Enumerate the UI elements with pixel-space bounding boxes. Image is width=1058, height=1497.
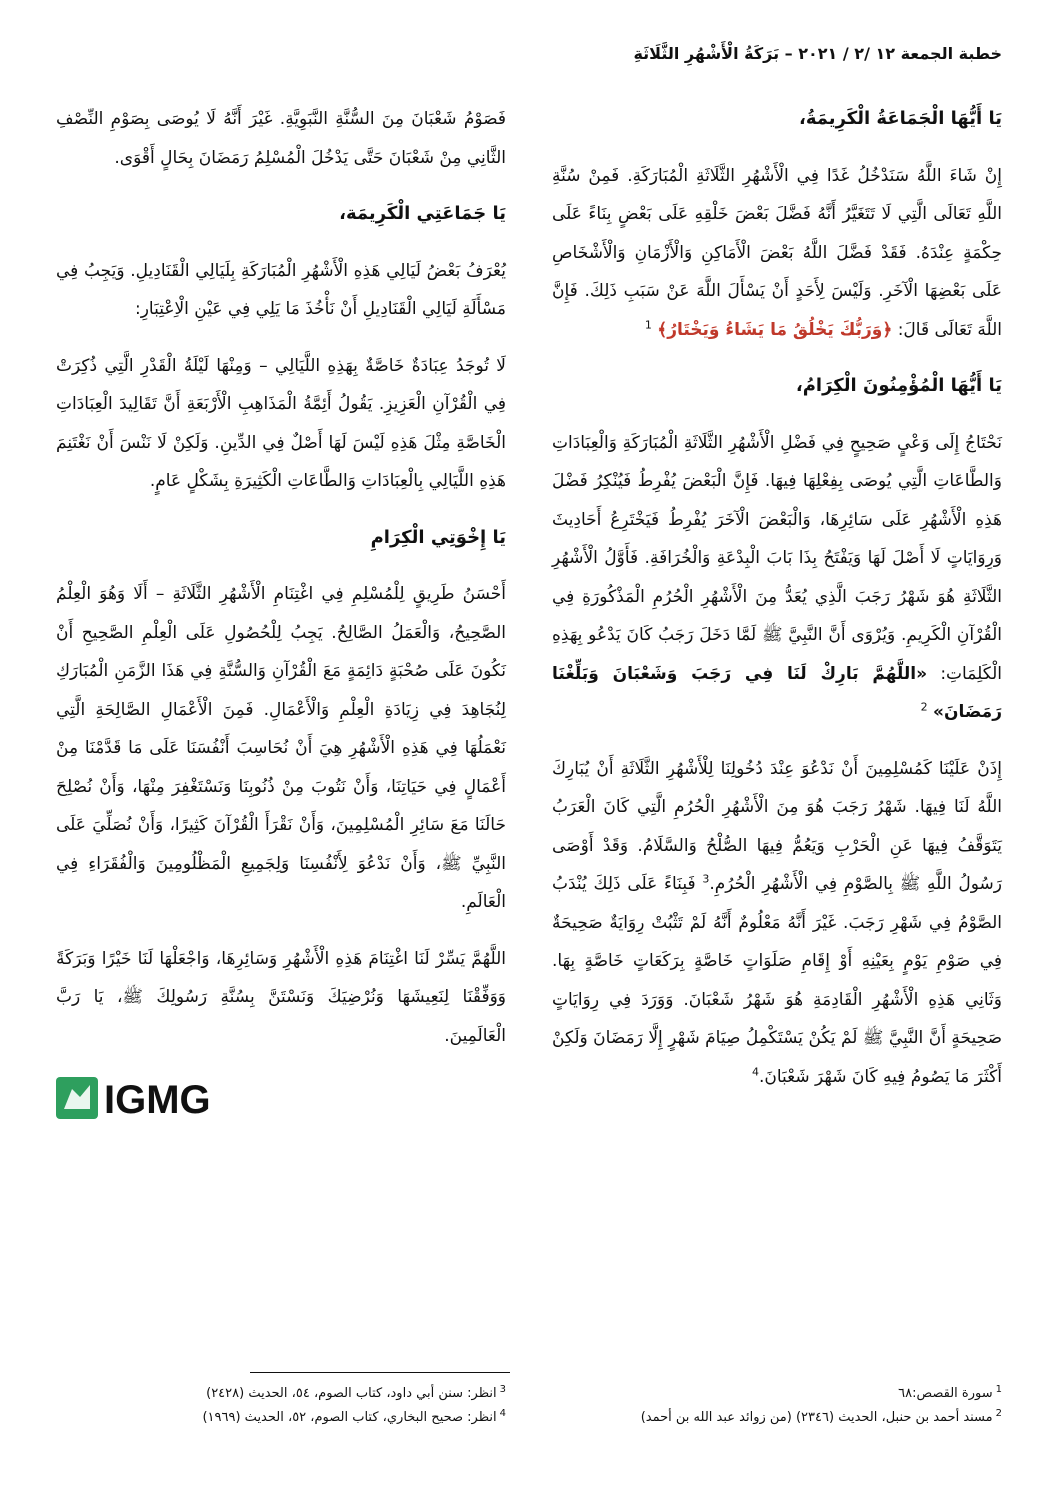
footnote-number: 3 (499, 1383, 506, 1395)
quran-close-bracket: ﴾ (657, 319, 668, 340)
footnote-number: 4 (499, 1407, 506, 1419)
section-heading: يَا أَيُّهَا الْجَمَاعَةُ الْكَرِيمَةُ، (798, 108, 1002, 129)
igmg-logo (56, 1075, 506, 1125)
footnote-number: 1 (995, 1383, 1002, 1395)
hadith-quote: «اللَّهُمَّ بَارِكْ لَنَا فِي رَجَبَ وَشَعْبَانَ وَبَلِّغْنَا رَمَضَانَ» (552, 663, 1002, 722)
igmg-logo-mark (56, 1075, 252, 1121)
section-heading: يَا أَيُّهَا الْمُؤْمِنُونَ الْكِرَامُ، (795, 375, 1002, 396)
footnotes-left (56, 1382, 506, 1430)
footnote (552, 1406, 1002, 1430)
footnote-number: 2 (995, 1407, 1002, 1419)
footnote (552, 1382, 1002, 1406)
footnote (56, 1406, 506, 1430)
paragraph (552, 750, 1002, 1097)
section-heading: يَا إِخْوَتِي الْكِرَامِ (370, 526, 506, 548)
section-heading: يَا جَمَاعَتِي الْكَرِيمَة، (339, 203, 506, 224)
footnote-ref[interactable]: 1 (644, 317, 652, 331)
paragraph-text: نَحْتَاجُ إِلَى وَعْيٍ صَحِيحٍ فِي فَضْلِ الْأَشْهُرِ الثَّلَاثَةِ الْمُبَارَكَةِ وَالْعِبَادَاتِ وَالطَّاعَاتِ الَّتِي يُوصَى بِفِعْلِهَا فِيهَا. فَإِنَّ الْبَعْضَ يُفْرِطُ فَيُنْكِرُ فَضْلَ هَذِهِ الْأَشْهُرِ عَلَى سَائِرِهَا، وَالْبَعْضَ الْآخَرَ يُفْرِطُ فَيَخْتَرِعُ أَحَادِيثَ وَرِوَايَاتٍ لَا أَصْلَ لَهَا وَيَفْتَحُ بِذَا بَابَ الْبِدْعَةِ وَالْخُرَافَةِ. فَأَوَّلُ الْأَشْهُرِ الثَّلَاثَةِ هُوَ شَهْرُ رَجَبَ الَّذِي يُعَدُّ مِنَ الْأَشْهُرِ الْحُرُمِ الْمَذْكُورَةِ فِي الْقُرْآنِ الْكَرِيمِ. وَيُرْوَى أَنَّ النَّبِيَّ ﷺ لَمَّا دَخَلَ رَجَبُ كَانَ يَدْعُو بِهَذِهِ الْكَلِمَاتِ: (552, 432, 1002, 684)
footnote-ref[interactable]: 3 (702, 872, 710, 886)
quran-verse (657, 320, 892, 340)
paragraph-text: إِذَنْ عَلَيْنَا كَمُسْلِمِينَ أَنْ نَدْعُوَ عِنْدَ دُخُولِنَا لِلْأَشْهُرِ الثَّلَاثَةِ أَنْ يُبَارِكَ اللَّهُ لَنَا فِيهَا. شَهْرُ رَجَبَ هُوَ مِنَ الْأَشْهُرِ الْحُرُمِ الَّتِي كَانَ الْعَرَبُ يَتَوَقَّفُ فِيهَا عَنِ الْحَرْبِ وَيَعُمُّ فِيهَا الصُّلْحُ وَالسَّلَامُ. وَقَدْ أَوْصَى رَسُولُ اللَّهِ ﷺ بِالصَّوْمِ فِي الْأَشْهُرِ الْحُرُمِ. (552, 758, 1003, 894)
paragraph (552, 424, 1002, 732)
page-header: خطبة الجمعة ١٢ /٢ / ٢٠٢١ – بَرَكَةُ الْأَشْهُرِ الثَّلَاثَةِ (633, 44, 1002, 63)
footnote-text: سورة القصص:٦٨ (898, 1386, 993, 1401)
paragraph-text: إِنْ شَاءَ اللَّهُ سَنَدْخُلُ غَدًا فِي الْأَشْهُرِ الثَّلَاثَةِ الْمُبَارَكَةِ. فَمِنْ سُنَّةِ اللَّهِ تَعَالَى الَّتِي لَا تَتَغَيَّرُ أَنَّهُ فَضَّلَ بَعْضَ خَلْقِهِ عَلَى بَعْضٍ بِنَاءً عَلَى حِكْمَةٍ عِنْدَهُ. فَقَدْ فَضَّلَ اللَّهُ بَعْضَ الْأَمَاكِنِ وَالْأَزْمَانِ وَالْأَشْخَاصِ عَلَى بَعْضِهَا الْآخَرِ. وَلَيْسَ لِأَحَدٍ أَنْ يَسْأَلَ اللَّهَ عَنْ سَبَبِ ذَلِكَ. فَإِنَّ اللَّهَ تَعَالَى قَالَ: (552, 165, 1002, 340)
footnote-text: انظر: سنن أبي داود، كتاب الصوم، ٥٤، الحديث (٢٤٢٨) (206, 1386, 497, 1401)
footnote-text: انظر: صحيح البخاري، كتاب الصوم، ٥٢، الحديث (١٩٦٩) (202, 1410, 497, 1425)
right-column (552, 100, 1002, 1114)
logo-text: IGMG (104, 1078, 211, 1121)
footnote-ref[interactable]: 4 (751, 1064, 759, 1078)
closing-dua: اللَّهُمَّ يَسِّرْ لَنَا اغْتِنَامَ هَذِهِ الْأَشْهُرِ وَسَائِرِهَا، وَاجْعَلْهَا لَنَا خَيْرًا وَبَرَكَةً وَوَفِّقْنَا لِنَعِيشَهَا وَنُرْضِيَكَ وَنَسْتَنَّ بِسُنَّةِ رَسُولِكَ ﷺ، يَا رَبَّ الْعَالَمِينَ. (56, 948, 506, 1046)
paragraph: يُعْرَفُ بَعْضُ لَيَالِي هَذِهِ الْأَشْهُرِ الْمُبَارَكَةِ بِلَيَالِي الْقَنَادِيلِ. وَيَجِبُ فِي مَسْأَلَةِ لَيَالِي الْقَنَادِيلِ أَنْ نَأْخُذَ مَا يَلِي فِي عَيْنِ الْاِعْتِبَارِ: (56, 260, 506, 319)
footnotes-right (552, 1382, 1002, 1430)
footnote (56, 1382, 506, 1406)
footnote-divider (250, 1372, 510, 1373)
paragraph: أَحْسَنُ طَرِيقٍ لِلْمُسْلِمِ فِي اغْتِنَامِ الْأَشْهُرِ الثَّلَاثَةِ – أَلَا وَهُوَ الْعِلْمُ الصَّحِيحُ، وَالْعَمَلُ الصَّالِحُ. يَجِبُ لِلْحُصُولِ عَلَى الْعِلْمِ الصَّحِيحِ أَنْ نَكُونَ عَلَى صُحْبَةٍ دَائِمَةٍ مَعَ الْقُرْآنِ وَالسُّنَّةِ فِي هَذَا الزَّمَنِ الْمُبَارَكِ لِنُجَاهِدَ فِي زِيَادَةِ الْعِلْمِ وَالْأَعْمَالِ. فَمِنَ الْأَعْمَالِ الصَّالِحَةِ الَّتِي نَعْمَلُهَا فِي هَذِهِ الْأَشْهُرِ هِيَ أَنْ نُحَاسِبَ أَنْفُسَنَا عَلَى مَا قَدَّمْنَا مِنْ أَعْمَالٍ فِي حَيَاتِنَا، وَأَنْ نَتُوبَ مِنْ ذُنُوبِنَا وَنَسْتَغْفِرَ مِنْهَا، وَأَنْ نُصْلِحَ حَالَنَا مَعَ سَائِرِ الْمُسْلِمِينَ، وَأَنْ نَقْرَأَ الْقُرْآنَ كَثِيرًا، وَأَنْ نُصَلِّيَ عَلَى النَّبِيِّ ﷺ، وَأَنْ نَدْعُوَ لِأَنْفُسِنَا وَلِجَمِيعِ الْمَظْلُومِينَ وَالْفُقَرَاءِ فِي الْعَالَمِ. (56, 584, 506, 912)
quran-open-bracket: ﴿ (882, 319, 893, 340)
footnote-ref[interactable]: 2 (920, 700, 928, 714)
left-column (56, 100, 506, 1125)
paragraph: لَا تُوجَدُ عِبَادَةٌ خَاصَّةٌ بِهَذِهِ اللَّيَالِي – وَمِنْهَا لَيْلَةُ الْقَدْرِ الَّتِي ذُكِرَتْ فِي الْقُرْآنِ الْعَزِيزِ. يَقُولُ أَئِمَّةُ الْمَذَاهِبِ الْأَرْبَعَةِ أَنَّ تَقَالِيدَ الْعِبَادَاتِ الْخَاصَّةِ مِثْلَ هَذِهِ لَيْسَ لَهَا أَصْلٌ فِي الدِّينِ. وَلَكِنْ لَا نَنْسَ أَنْ نَغْتَنِمَ هَذِهِ اللَّيَالِي بِالْعِبَادَاتِ وَالطَّاعَاتِ الْكَثِيرَةِ بِشَكْلٍ عَامٍ. (56, 355, 506, 491)
footnote-text: مسند أحمد بن حنبل، الحديث (٢٣٤٦) (من زوائد عبد الله بن أحمد) (640, 1410, 993, 1425)
paragraph: فَصَوْمُ شَعْبَانَ مِنَ السُّنَّةِ النَّبَوِيَّةِ. غَيْرَ أَنَّهُ لَا يُوصَى بِصَوْمِ النِّصْفِ الثَّانِي مِنْ شَعْبَانَ حَتَّى يَدْخُلَ الْمُسْلِمُ رَمَضَانَ بِحَالٍ أَقْوَى. (56, 109, 506, 168)
paragraph-text: فَبِنَاءً عَلَى ذَلِكَ يُنْدَبُ الصَّوْمُ فِي شَهْرِ رَجَبَ. غَيْرَ أَنَّهُ مَعْلُومٌ أَنَّهُ لَمْ تَثْبُتْ رِوَايَةٌ صَحِيحَةٌ فِي صَوْمِ يَوْمٍ بِعَيْنِهِ أَوْ إِقَامِ صَلَوَاتٍ خَاصَّةٍ بِرَكَعَاتٍ خَاصَّةٍ بِهَا. وَثَانِي هَذِهِ الْأَشْهُرِ الْقَادِمَةِ هُوَ شَهْرُ شَعْبَانَ. وَوَرَدَ فِي رِوَايَاتٍ صَحِيحَةٍ أَنَّ النَّبِيَّ ﷺ لَمْ يَكُنْ يَسْتَكْمِلُ صِيَامَ شَهْرٍ إِلَّا رَمَضَانَ وَلَكِنْ أَكْثَرَ مَا يَصُومُ فِيهِ كَانَ شَهْرَ شَعْبَانَ. (552, 874, 1002, 1087)
paragraph (552, 157, 1002, 350)
quran-verse-text: وَرَبُّكَ يَخْلُقُ مَا يَشَاءُ وَيَخْتَارُ (667, 319, 883, 340)
